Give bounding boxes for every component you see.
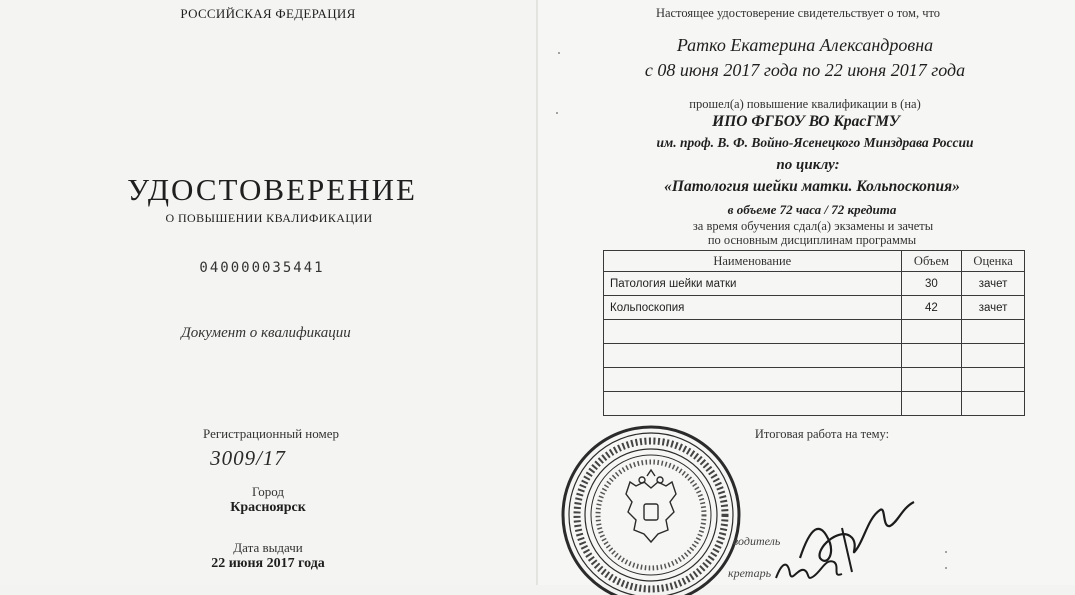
page-fold (536, 0, 538, 585)
column-header-grade: Оценка (962, 251, 1025, 272)
registration-label: Регистрационный номер (203, 426, 339, 441)
issue-date-label: Дата выдачи (233, 540, 303, 555)
discipline-name (604, 368, 902, 392)
table-row (604, 272, 1025, 296)
cycle-label: по циклу: (776, 157, 840, 173)
table-row (604, 320, 1025, 344)
discipline-grade (962, 392, 1025, 416)
table-row (604, 296, 1025, 320)
discipline-grade (962, 368, 1025, 392)
discipline-hours (901, 320, 962, 344)
scan-speck (556, 112, 558, 114)
serial-number: 040000035441 (199, 260, 325, 276)
discipline-hours (901, 344, 962, 368)
table-row (604, 344, 1025, 368)
document-type: Документ о квалификации (181, 325, 351, 341)
city-label: Город (251, 484, 285, 499)
discipline-grade (962, 344, 1025, 368)
exams-text-line1: за время обучения сдал(а) экзамены и зачеты (692, 219, 934, 233)
certifies-text: Настоящее удостоверение свидетельствует о том, что (655, 6, 941, 20)
institution-full-name: им. проф. В. Ф. Войно-Ясенецкого Минздрава России (656, 135, 974, 150)
discipline-name (604, 344, 902, 368)
discipline-hours (901, 392, 962, 416)
exams-text-line2: по основным дисциплинам программы (707, 233, 917, 247)
discipline-grade: зачет (962, 296, 1025, 320)
column-header-volume: Объем (901, 251, 962, 272)
table-row (604, 392, 1025, 416)
head-signature-label: водитель (733, 534, 781, 548)
official-seal-stamp (556, 420, 746, 595)
grades-table (603, 250, 1025, 416)
discipline-hours: 42 (901, 296, 962, 320)
scan-speck (945, 551, 947, 553)
holder-name: Ратко Екатерина Александровна (676, 35, 934, 55)
final-work-label: Итоговая работа на тему: (754, 427, 890, 441)
table-row (604, 368, 1025, 392)
discipline-name (604, 392, 902, 416)
secretary-signature (770, 548, 860, 585)
course-name: «Патология шейки матки. Кольпоскопия» (664, 178, 960, 195)
discipline-hours (901, 368, 962, 392)
secretary-signature-label: кретарь (728, 566, 772, 580)
discipline-grade (962, 320, 1025, 344)
course-volume: в объеме 72 часа / 72 кредита (727, 202, 897, 217)
discipline-name: Патология шейки матки (604, 272, 902, 296)
column-header-name: Наименование (604, 251, 902, 272)
country-heading: РОССИЙСКАЯ ФЕДЕРАЦИЯ (180, 6, 356, 21)
table-header-row (604, 251, 1025, 272)
discipline-name (604, 320, 902, 344)
institution-name: ИПО ФГБОУ ВО КрасГМУ (712, 113, 900, 130)
registration-number: 3009/17 (210, 446, 286, 470)
discipline-hours: 30 (901, 272, 962, 296)
issue-date: 22 июня 2017 года (211, 556, 325, 571)
city-value: Красноярск (230, 500, 306, 515)
discipline-name: Кольпоскопия (604, 296, 902, 320)
document-title: УДОСТОВЕРЕНИЕ (127, 172, 417, 207)
passed-text: прошел(а) повышение квалификации в (на) (689, 97, 921, 111)
document-subtitle: О ПОВЫШЕНИИ КВАЛИФИКАЦИИ (165, 211, 373, 225)
scan-speck (558, 52, 560, 54)
coat-of-arms-icon (626, 470, 676, 542)
training-period: с 08 июня 2017 года по 22 июня 2017 года (644, 60, 966, 80)
discipline-grade: зачет (962, 272, 1025, 296)
scan-speck (945, 567, 947, 569)
